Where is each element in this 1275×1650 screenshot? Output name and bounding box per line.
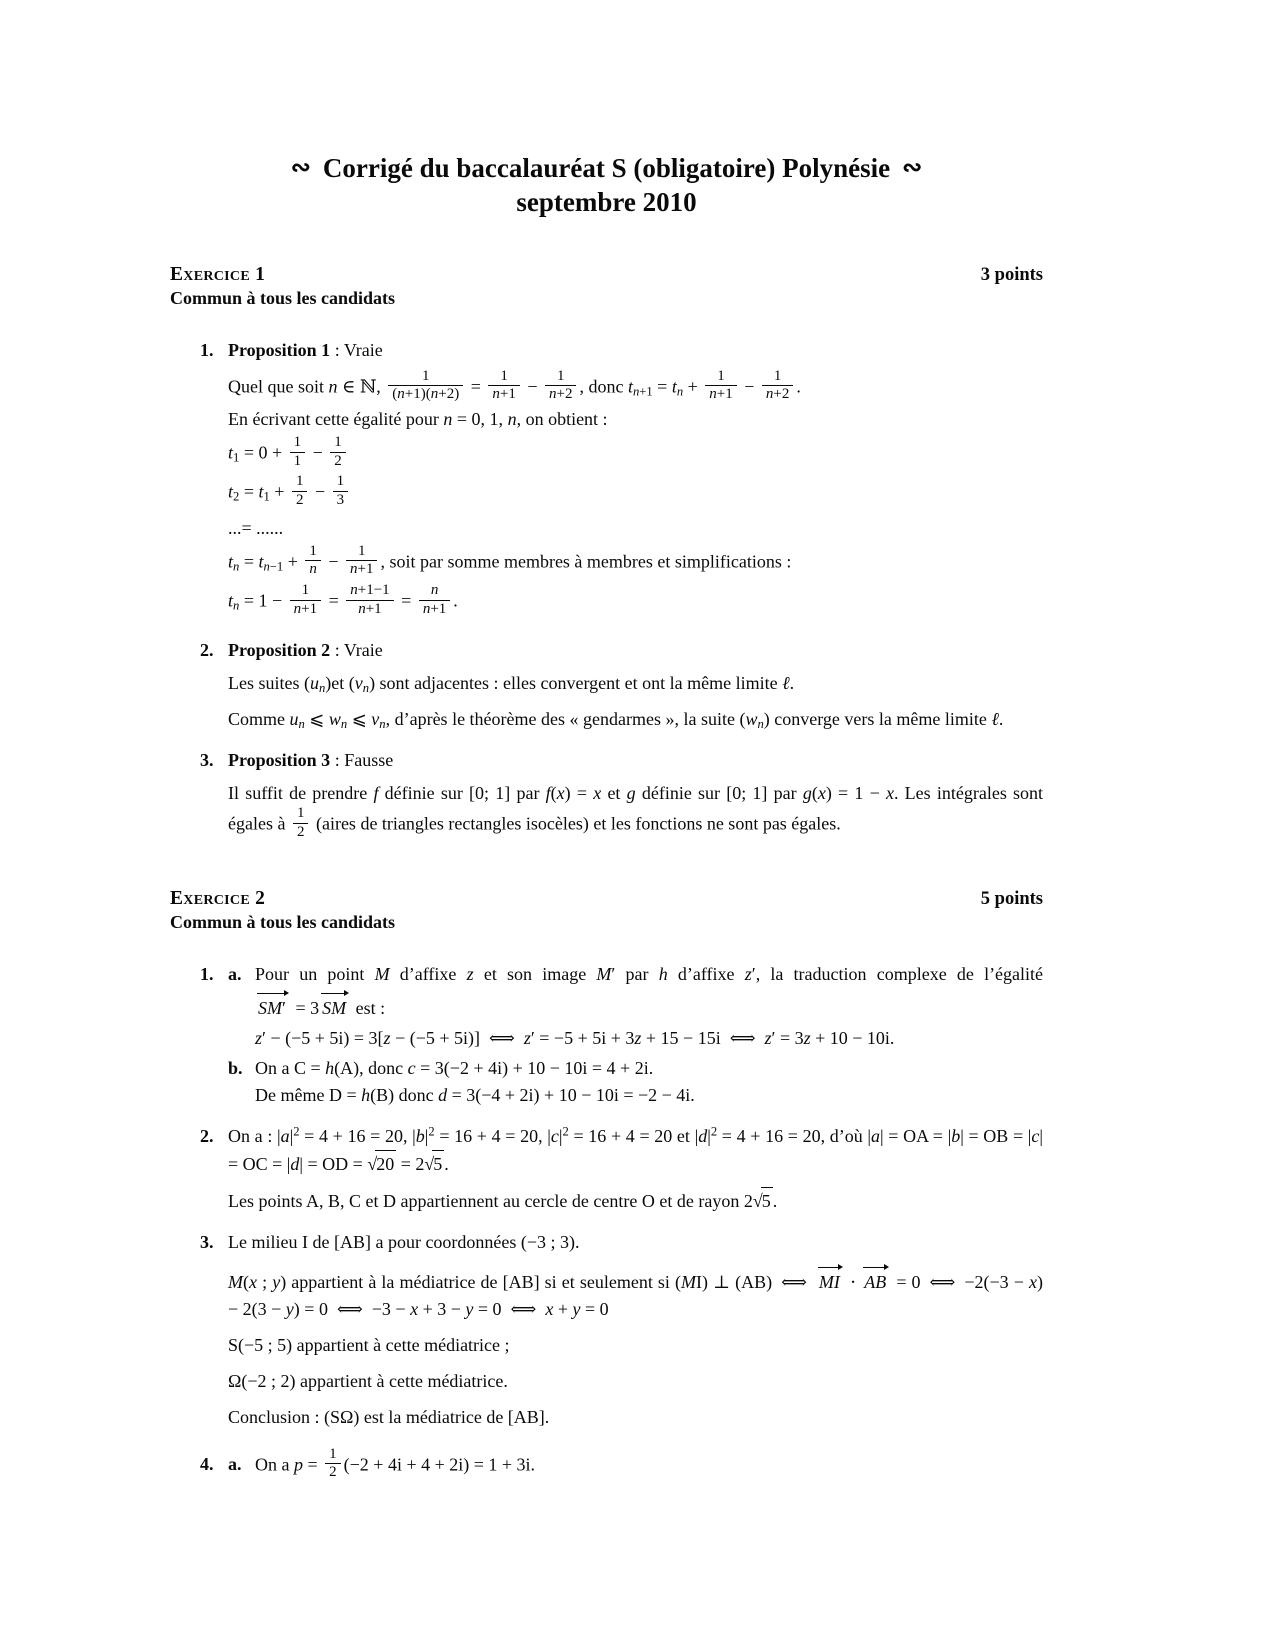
exercise-1-section: [170, 264, 1043, 844]
math-line: Quel que soit n ∈ ℕ, $\frac{1}{(n+1)(n+2)}$ = $\frac{1}{n+1}$ − $\frac{1}{n+2}$ , donc $t_{n+1} = t_n$ + $\frac{1}{n+1}$ − $\frac{1}{n+2}$ .: [228, 367, 801, 403]
exercise-1-items: [200, 337, 1043, 844]
document-title: Corrigé du baccalauréat S (obligatoire) Polynésie: [322, 153, 891, 183]
paragraph: Il suffit de prendre f définie sur [0; 1] par f(x) = x et g définie sur [0; 1] par g(x) = 1 − x. Les intégrales sont égales à $\frac{1}{2}$ (aires de triangles rectangles isocèles) et les fonctions ne sont pas égales.: [228, 783, 1044, 841]
document-subtitle: septembre 2010: [516, 186, 697, 217]
item-number: 2.: [200, 1125, 214, 1146]
math-line: Ω(−2 ; 2) appartient à cette médiatrice.: [228, 1370, 508, 1391]
equation-line: $t_n = t_{n-1}$ + $\frac{1}{n}$ − $\frac{1}{n+1}$ , soit par somme membres à membres et simplifications :: [228, 542, 792, 578]
math-line: Les suites $(u_n)et$ $(v_n)$ sont adjacentes : elles convergent et ont la même limite ℓ.: [228, 673, 795, 696]
equation-line: z′ − (−5 + 5i) = 3[z − (−5 + 5i)] ⟺ z′ = −5 + 5i + 3z + 15 − 15i ⟺ z′ = 3z + 10 − 10i.: [255, 1027, 895, 1048]
exercise-1-header: [170, 264, 1043, 286]
ornament-left-icon: ∾: [290, 155, 311, 181]
document-header: [170, 152, 1043, 220]
ex2-item-1b: [228, 1055, 1043, 1109]
paragraph: M(x ; y) appartient à la médiatrice de [AB] si et seulement si (MI) ⊥ (AB) ⟺ MI ⋅ AB = 0 ⟺ −2(−3 − x) − 2(3 − y) = 0 ⟺ −3 − x + 3 − y = 0 ⟺ x + y = 0: [228, 1265, 1043, 1323]
item-number: 2.: [200, 640, 214, 661]
vector-equation-line: SM′ = 3 SM est :: [255, 991, 1043, 1022]
math-line: Conclusion : (SΩ) est la médiatrice de [AB].: [228, 1406, 550, 1427]
paragraph: On a : $|a|^2 = 4 + 16 = 20$, $|b|^2 = 16 + 4 = 20$, $|c|^2 = 16 + 4 = 20$ et $|d|^2 = 4 + 16 = 20$, d’où |a| = OA = |b| = OB = |c| = OC = |d| = OD = √20 = 2√5 .: [228, 1123, 1043, 1178]
proposition-3-heading: Proposition 3 : Fausse: [228, 750, 394, 771]
ex1-item-3: [200, 747, 1043, 843]
item-number: 4.: [200, 1454, 214, 1475]
equation-line: $t_2 = t_1$ + $\frac{1}{2}$ − $\frac{1}{3}$: [228, 475, 1043, 511]
ex2-item-1: [200, 961, 1043, 1109]
proposition-2-heading: Proposition 2 : Vraie: [228, 640, 383, 661]
math-line: S(−5 ; 5) appartient à cette médiatrice ;: [228, 1334, 510, 1355]
ellipsis-line: ...= ......: [228, 517, 284, 538]
ex2-item-4a: [228, 1445, 1043, 1487]
item-number: 3.: [200, 1231, 214, 1252]
exercise-2-title: Exercice 2: [170, 887, 266, 909]
item-body: [228, 1445, 1043, 1487]
ex2-item-1a: [228, 961, 1043, 1055]
ex2-item-3: [200, 1229, 1043, 1431]
item-number: 1.: [200, 339, 214, 360]
item-body: [228, 1123, 1043, 1215]
equation-line: $t_1 = 0$ + $\frac{1}{1}$ − $\frac{1}{2}$: [228, 436, 1043, 472]
ex1-item-1: [200, 337, 1043, 624]
ex2-item-4: [200, 1445, 1043, 1487]
subitem-body: [255, 1445, 1043, 1487]
exercise-2-header: [170, 888, 1043, 910]
math-line: Le milieu I de [AB] a pour coordonnées (−3 ; 3).: [228, 1231, 580, 1252]
exercise-2-audience: Commun à tous les candidats: [170, 911, 396, 932]
item-number: 3.: [200, 750, 214, 771]
equation-line: $t_n = 1$ − $\frac{1}{n+1}$ = $\frac{n+1-1}{n+1}$ = $\frac{n}{n+1}$ .: [228, 582, 458, 617]
paragraph: Pour un point M d’affixe z et son image M′ par h d’affixe z′, la traduction complexe de l’égalité: [255, 963, 1044, 984]
math-line: En écrivant cette égalité pour n = 0, 1, n, on obtient :: [228, 408, 608, 429]
subitem-body: [255, 1055, 1043, 1109]
exercise-2-section: [170, 888, 1043, 1487]
paragraph: Comme $u_n$ ⩽ $w_n$ ⩽ $v_n$, d’après le théorème des « gendarmes », la suite $(w_n)$ converge vers la même limite ℓ.: [228, 709, 1004, 732]
subitem-number: a.: [228, 1454, 242, 1475]
subitem-number: b.: [228, 1057, 243, 1078]
ex1-item-2: [200, 637, 1043, 733]
ornament-right-icon: ∾: [902, 155, 923, 181]
item-body: [228, 747, 1043, 843]
exercise-1-points: 3 points: [980, 264, 1043, 285]
item-body: [228, 637, 1043, 733]
equation-line: On a p = $\frac{1}{2}$ (−2 + 4i + 4 + 2i) = 1 + 3i.: [255, 1445, 536, 1481]
subitem-number: a.: [228, 963, 242, 984]
exercise-1-audience: Commun à tous les candidats: [170, 287, 396, 308]
subitem-body: [255, 961, 1043, 1055]
math-line: On a C = h(A), donc c = 3(−2 + 4i) + 10 − 10i = 4 + 2i.: [255, 1057, 654, 1078]
math-line: De même D = h(B) donc d = 3(−4 + 2i) + 10 − 10i = −2 − 4i.: [255, 1084, 695, 1105]
exercise-1-title: Exercice 1: [170, 263, 266, 285]
item-number: 1.: [200, 963, 214, 984]
exercise-2-points: 5 points: [980, 888, 1043, 909]
item-body: [228, 961, 1043, 1109]
item-body: [228, 1229, 1043, 1431]
item-body: [228, 337, 1043, 624]
exercise-2-items: [200, 961, 1043, 1487]
document-title-line: [170, 152, 1043, 186]
math-line: Les points A, B, C et D appartiennent au cercle de centre O et de rayon 2√5 .: [228, 1187, 1043, 1215]
ex2-item-2: [200, 1123, 1043, 1215]
proposition-1-heading: Proposition 1 : Vraie: [228, 339, 383, 360]
